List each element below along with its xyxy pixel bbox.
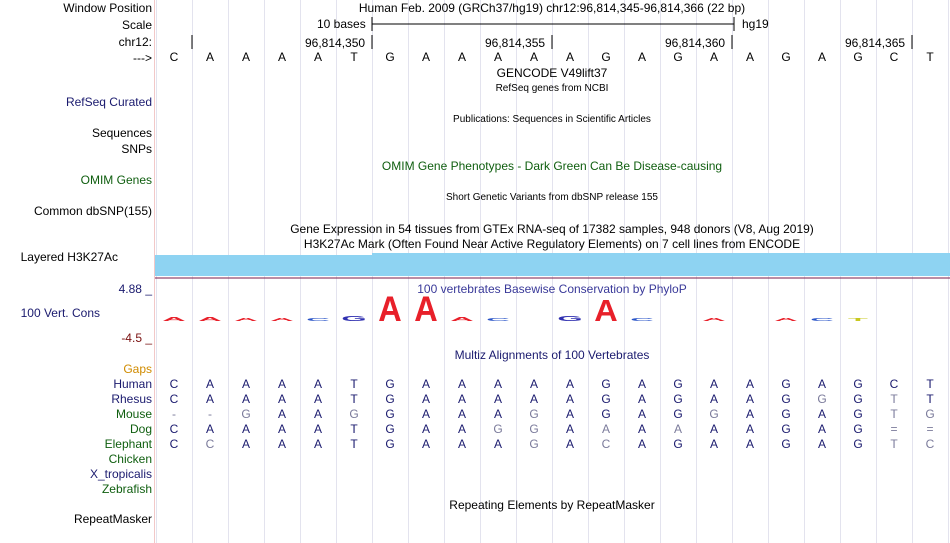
sequence-base: G [601, 50, 611, 64]
coord-label: 96,814,360 [665, 36, 726, 50]
h3k27ac-signal-right [372, 253, 950, 276]
alignment-base-dog: A [565, 422, 574, 436]
alignment-base-elephant: A [457, 437, 466, 451]
alignment-base-elephant: G [781, 437, 791, 451]
alignment-base-rhesus: G [853, 392, 863, 406]
alignment-base-mouse: A [421, 407, 430, 421]
phylop-logo-letter: A [378, 289, 402, 330]
sequence-base: G [673, 50, 683, 64]
alignment-base-rhesus: G [385, 392, 395, 406]
alignment-base-dog: G [853, 422, 863, 436]
alignment-base-human: A [277, 377, 286, 391]
alignment-base-elephant: A [817, 437, 826, 451]
multiz-track-desc: Multiz Alignments of 100 Vertebrates [454, 348, 650, 362]
alignment-base-mouse: G [925, 407, 935, 421]
assembly-position: Human Feb. 2009 (GRCh37/hg19) chr12:96,814,345-96,814,366 (22 bp) [358, 1, 746, 15]
alignment-base-elephant: C [601, 437, 611, 451]
alignment-base-mouse: - [172, 407, 176, 421]
gaps-label: Gaps [123, 362, 152, 376]
alignment-base-dog: G [529, 422, 539, 436]
alignment-base-human: G [385, 377, 395, 391]
alignment-base-rhesus: G [673, 392, 683, 406]
alignment-base-mouse: G [529, 407, 539, 421]
alignment-base-dog: A [745, 422, 754, 436]
alignment-base-dog: A [421, 422, 430, 436]
alignment-base-human: A [817, 377, 826, 391]
alignment-base-dog: A [637, 422, 646, 436]
alignment-base-dog: A [709, 422, 718, 436]
alignment-base-dog: A [457, 422, 466, 436]
alignment-base-human: A [457, 377, 466, 391]
alignment-base-human: A [529, 377, 538, 391]
alignment-base-mouse: A [277, 407, 286, 421]
species-zebrafish-label: Zebrafish [101, 482, 152, 496]
sequence-base: C [169, 50, 179, 64]
alignment-base-elephant: G [673, 437, 683, 451]
alignment-base-human: C [889, 377, 899, 391]
alignment-base-dog: A [601, 422, 610, 436]
alignment-base-dog: T [350, 422, 358, 436]
phylop-logo-letter: G [557, 314, 583, 323]
browser-track-image[interactable] [155, 0, 950, 543]
alignment-base-elephant: T [350, 437, 358, 451]
alignment-base-human: T [350, 377, 358, 391]
publications-track-desc: Publications: Sequences in Scientific Articles [453, 114, 651, 125]
coord-label: 96,814,350 [305, 36, 366, 50]
phylop-logo-letter: C [306, 317, 330, 322]
alignment-base-human: G [781, 377, 791, 391]
alignment-base-rhesus: A [709, 392, 718, 406]
phylop-min-label: -4.5 _ [121, 331, 152, 345]
alignment-base-elephant: T [890, 437, 898, 451]
alignment-base-mouse: A [457, 407, 466, 421]
alignment-base-dog: A [205, 422, 214, 436]
species-xtropicalis-label: X_tropicalis [89, 467, 152, 481]
alignment-base-human: A [637, 377, 646, 391]
alignment-base-human: A [709, 377, 718, 391]
h3k27ac-track-desc: H3K27Ac Mark (Often Found Near Active Regulatory Elements) on 7 cell lines from ENCODE [303, 237, 801, 251]
phylop-logo-letter: A [234, 317, 258, 322]
alignment-base-rhesus: A [493, 392, 502, 406]
alignment-base-elephant: A [421, 437, 430, 451]
alignment-base-elephant: G [385, 437, 395, 451]
phylop-logo-letter: A [774, 317, 798, 322]
alignment-base-rhesus: C [169, 392, 179, 406]
common-dbsnp-track-label[interactable]: Common dbSNP(155) [33, 204, 152, 218]
alignment-base-dog: = [890, 422, 898, 436]
phylop-logo-letter: A [702, 317, 726, 322]
window-position-label: Window Position [63, 1, 152, 15]
scale-label: Scale [121, 18, 152, 32]
alignment-base-elephant: C [925, 437, 935, 451]
sequence-base: G [853, 50, 863, 64]
alignment-base-rhesus: A [313, 392, 322, 406]
sequence-base: A [817, 50, 826, 64]
alignment-base-rhesus: T [350, 392, 358, 406]
alignment-base-mouse: G [853, 407, 863, 421]
alignment-base-human: A [313, 377, 322, 391]
alignment-base-elephant: A [637, 437, 646, 451]
alignment-base-human: A [421, 377, 430, 391]
alignment-base-mouse: A [745, 407, 754, 421]
coord-label: 96,814,365 [845, 36, 906, 50]
coord-label: 96,814,355 [485, 36, 546, 50]
sequence-base: A [421, 50, 430, 64]
alignment-base-human: T [926, 377, 934, 391]
alignment-base-elephant: G [529, 437, 539, 451]
alignment-base-human: G [673, 377, 683, 391]
sequence-base: C [889, 50, 899, 64]
phylop-logo-letter: C [486, 317, 510, 322]
alignment-base-rhesus: A [241, 392, 250, 406]
alignment-base-elephant: A [313, 437, 322, 451]
alignment-base-dog: = [926, 422, 934, 436]
alignment-base-mouse: G [601, 407, 611, 421]
sequence-base: A [241, 50, 250, 64]
phylop-logo-letter: C [630, 317, 654, 322]
phylop-logo-letter: A [162, 316, 186, 323]
alignment-base-human: A [565, 377, 574, 391]
sequence-base: A [493, 50, 502, 64]
chrom-label: chr12: [118, 35, 152, 49]
alignment-base-elephant: A [565, 437, 574, 451]
sequence-base: G [781, 50, 791, 64]
alignment-base-rhesus: G [817, 392, 827, 406]
phylop-max-label: 4.88 _ [118, 282, 152, 296]
alignment-base-elephant: G [853, 437, 863, 451]
h3k27ac-signal-left [155, 255, 372, 276]
species-dog-label: Dog [129, 422, 152, 436]
refseq-track-desc: RefSeq genes from NCBI [495, 83, 609, 94]
sequence-base: A [745, 50, 754, 64]
sequence-base: A [637, 50, 646, 64]
repeatmasker-track-label[interactable]: RepeatMasker [73, 512, 152, 526]
alignment-base-human: G [601, 377, 611, 391]
alignment-base-dog: G [385, 422, 395, 436]
omim-genes-track-label[interactable]: OMIM Genes [80, 173, 152, 187]
refseq-track-label[interactable]: RefSeq Curated [65, 95, 152, 109]
alignment-base-mouse: A [817, 407, 826, 421]
phylop-logo-letter: A [270, 317, 294, 322]
alignment-base-dog: C [169, 422, 179, 436]
phylop-track-desc: 100 vertebrates Basewise Conservation by PhyloP [417, 282, 687, 296]
alignment-base-elephant: A [277, 437, 286, 451]
alignment-base-dog: G [493, 422, 503, 436]
gtex-track-desc: Gene Expression in 54 tissues from GTEx RNA-seq of 17382 samples, 948 donors (V8, Aug 2019) [290, 222, 814, 236]
strand-label[interactable]: ---> [133, 51, 152, 65]
species-elephant-label: Elephant [104, 437, 152, 451]
sequence-base: A [709, 50, 718, 64]
alignment-base-elephant: A [241, 437, 250, 451]
alignment-base-elephant: C [205, 437, 215, 451]
alignment-base-human: A [493, 377, 502, 391]
track-labels-panel [0, 0, 154, 543]
phylop-logo-letter: C [810, 317, 834, 322]
alignment-base-rhesus: A [529, 392, 538, 406]
scale-db-label: hg19 [742, 17, 769, 31]
species-chicken-label: Chicken [108, 452, 152, 466]
snps-track-label[interactable]: SNPs [121, 142, 152, 156]
alignment-base-rhesus: A [277, 392, 286, 406]
species-rhesus-label: Rhesus [111, 392, 152, 406]
sequence-base: A [205, 50, 214, 64]
alignment-base-mouse: A [637, 407, 646, 421]
alignment-base-elephant: A [709, 437, 718, 451]
alignment-base-rhesus: A [457, 392, 466, 406]
alignment-base-human: A [241, 377, 250, 391]
alignment-base-human: A [205, 377, 214, 391]
alignment-base-dog: A [313, 422, 322, 436]
alignment-base-dog: A [673, 422, 682, 436]
alignment-base-rhesus: G [781, 392, 791, 406]
alignment-base-dog: A [241, 422, 250, 436]
alignment-base-mouse: G [385, 407, 395, 421]
phylop-logo-letter: A [450, 316, 474, 323]
alignment-base-rhesus: T [926, 392, 934, 406]
sequence-base: G [385, 50, 395, 64]
alignment-base-mouse: G [241, 407, 251, 421]
sequence-base: A [565, 50, 574, 64]
alignment-base-mouse: G [781, 407, 791, 421]
sequence-base: A [529, 50, 538, 64]
species-human-label: Human [113, 377, 152, 391]
alignment-base-elephant: A [493, 437, 502, 451]
alignment-base-dog: A [277, 422, 286, 436]
sequence-base: A [277, 50, 286, 64]
alignment-base-rhesus: A [565, 392, 574, 406]
alignment-base-dog: G [781, 422, 791, 436]
sequence-base: A [313, 50, 322, 64]
alignment-base-mouse: G [349, 407, 359, 421]
alignment-base-human: A [745, 377, 754, 391]
phylop-logo-letter: G [341, 314, 367, 323]
sequence-base: T [926, 50, 934, 64]
alignment-base-rhesus: G [601, 392, 611, 406]
phylop-logo-letter: A [414, 289, 438, 330]
alignment-base-elephant: A [745, 437, 754, 451]
alignment-base-elephant: C [169, 437, 179, 451]
sequence-base: A [457, 50, 466, 64]
alignment-base-mouse: T [890, 407, 898, 421]
alignment-base-mouse: G [673, 407, 683, 421]
sequence-base: T [350, 50, 358, 64]
repeatmasker-track-desc: Repeating Elements by RepeatMasker [449, 498, 655, 512]
alignment-base-mouse: G [709, 407, 719, 421]
layered-h3k27ac-track-label[interactable]: Layered H3K27Ac [20, 250, 118, 264]
alignment-base-rhesus: A [745, 392, 754, 406]
alignment-base-dog: A [817, 422, 826, 436]
phylop-logo-letter: A [594, 294, 618, 328]
alignment-base-rhesus: A [421, 392, 430, 406]
alignment-base-rhesus: T [890, 392, 898, 406]
alignment-base-mouse: A [565, 407, 574, 421]
alignment-base-human: C [169, 377, 179, 391]
omim-track-desc: OMIM Gene Phenotypes - Dark Green Can Be Disease-causing [381, 159, 723, 173]
alignment-base-rhesus: A [205, 392, 214, 406]
phylop-logo-letter: A [198, 316, 222, 323]
species-mouse-label: Mouse [115, 407, 152, 421]
vert-cons-track-label[interactable]: 100 Vert. Cons [20, 306, 100, 320]
gencode-track-title[interactable]: GENCODE V49lift37 [496, 66, 608, 80]
dbsnp-track-desc: Short Genetic Variants from dbSNP release 155 [446, 192, 658, 203]
alignment-base-mouse: A [313, 407, 322, 421]
alignment-base-rhesus: A [637, 392, 646, 406]
alignment-base-mouse: A [493, 407, 502, 421]
sequences-track-label[interactable]: Sequences [91, 126, 152, 140]
alignment-base-human: G [853, 377, 863, 391]
phylop-logo-letter: T [848, 317, 868, 322]
scale-bases-label: 10 bases [317, 17, 366, 31]
alignment-base-mouse: - [208, 407, 212, 421]
